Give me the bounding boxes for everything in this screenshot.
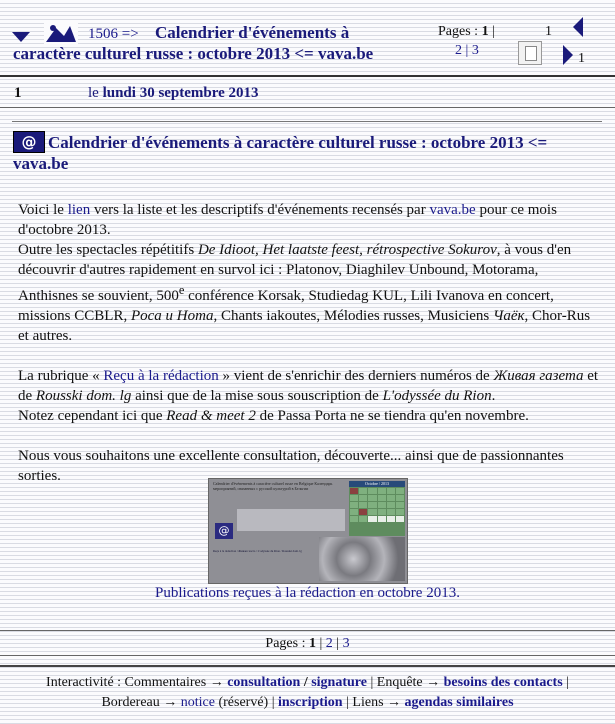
- text: Interactivité : Commentaires →: [46, 675, 228, 690]
- paragraph-intro: [18, 200, 600, 240]
- nav-next-number: 1: [578, 51, 585, 66]
- list-link[interactable]: lien: [67, 202, 91, 218]
- text: pour ce mois d'octobre 2013.: [18, 202, 557, 238]
- italic-text: Чаёк: [493, 308, 525, 324]
- text: et de: [18, 368, 599, 404]
- footer-divider-thick: [0, 665, 615, 667]
- italic-text: De Idioot, Het laatste feest, rétrospective Sokurov: [197, 242, 497, 258]
- italic-text: Rousski dom. lg: [35, 388, 132, 404]
- entry-row: [0, 77, 615, 107]
- italic-text: Живая газета: [493, 368, 584, 384]
- italic-text: Read & meet 2: [166, 408, 256, 424]
- thumbnail-calendar-header: Octobre / 2013: [349, 481, 405, 487]
- pages-bottom-3-link[interactable]: 3: [342, 636, 350, 651]
- entry-date: [88, 85, 259, 102]
- text: Notez cependant ici que: [18, 408, 167, 424]
- thumbnail-at-icon: @: [215, 523, 233, 539]
- nav-prev-number: 1: [545, 24, 552, 39]
- thumbnail-calendar-grid: [349, 487, 405, 523]
- besoins-contacts-link[interactable]: besoins des contacts: [443, 675, 563, 690]
- article-body: [18, 200, 600, 486]
- pages-current: 1: [481, 24, 489, 39]
- page-title[interactable]: Calendrier d'événements à caractère culturel russe : octobre 2013 <= vava.be: [13, 23, 374, 63]
- thumbnail-lines: Reçu à la rédaction / Живая газета / L'odyssée du Rion / Rousski dom. lg: [213, 549, 302, 553]
- text: , à vous d'en découvrir d'autres rapidement en survol ici : Platonov, Diaghilev Unbound, Motorama, Anthisnes se souvient, 500: [18, 242, 572, 304]
- entry-date-value: lundi 30 septembre 2013: [102, 85, 259, 101]
- thumbnail-heading: Calendrier d'événements à caractère culturel russe en Belgique Календарь мероприятий, связанных с русской культурой в Бельгии: [213, 481, 333, 491]
- page-3-link[interactable]: 3: [471, 43, 479, 58]
- pages-bottom-sep-2: |: [336, 636, 340, 651]
- footer: [0, 673, 615, 713]
- footer-line-2: [0, 693, 615, 713]
- pages-links: [455, 43, 479, 59]
- agendas-similaires-link[interactable]: agendas similaires: [404, 695, 514, 710]
- text: Outre les spectacles répétitifs: [18, 242, 198, 258]
- italic-text: Poca u Homa: [130, 308, 214, 324]
- footer-divider: [0, 655, 615, 656]
- text: Voici le: [18, 202, 68, 218]
- article-divider: [12, 121, 602, 122]
- article-title[interactable]: Calendrier d'événements à caractère culturel russe : octobre 2013 <= vava.be: [13, 133, 548, 173]
- pages-bottom-current: 1: [308, 636, 316, 651]
- thumbnail-calendar: [349, 481, 405, 536]
- text: » vient de s'enrichir des derniers numéros de: [218, 368, 494, 384]
- pages-indicator: [438, 24, 495, 40]
- entry-number-link[interactable]: 1506 =>: [88, 26, 139, 42]
- text: Bordereau →: [101, 695, 181, 710]
- pages-label: Pages :: [438, 24, 479, 39]
- text: La rubrique «: [18, 368, 104, 384]
- text: , Chants iakoutes, Mélodies russes, Musiciens: [213, 308, 494, 324]
- redaction-link[interactable]: Reçu à la rédaction: [103, 368, 219, 384]
- text: (réservé) |: [214, 695, 279, 710]
- thumbnail-panel: [237, 509, 345, 531]
- pages-sep: |: [492, 24, 495, 39]
- paragraph-closing: Nous vous souhaitons une excellente consultation, découverte... ainsi que de passionnantes sorties.: [18, 448, 564, 484]
- next-arrow-icon[interactable]: [563, 45, 573, 65]
- consultation-link[interactable]: consultation: [227, 675, 301, 690]
- notice-link[interactable]: notice: [180, 695, 215, 710]
- text: , Chor-Rus et autres.: [18, 308, 591, 344]
- paragraph-redaction: [18, 366, 600, 406]
- footer-line-1: [0, 673, 615, 693]
- at-sign-icon[interactable]: @: [13, 131, 45, 153]
- inscription-link[interactable]: inscription: [278, 695, 343, 710]
- pages-bottom-sep: |: [319, 636, 323, 651]
- previous-arrow-icon[interactable]: [573, 17, 583, 37]
- italic-text: L'odyssée du Rion: [382, 388, 492, 404]
- text: vers la liste et les descriptifs d'événements recensés par: [90, 202, 430, 218]
- paragraph-events: [18, 240, 600, 346]
- header: [0, 0, 615, 75]
- paragraph-note: [18, 406, 600, 426]
- vava-link[interactable]: vava.be: [429, 202, 476, 218]
- pages-bottom-label: Pages :: [265, 636, 306, 651]
- text: /: [300, 675, 312, 690]
- signature-link[interactable]: signature: [311, 675, 367, 690]
- bottom-divider: [0, 630, 615, 631]
- pages-bottom-2-link[interactable]: 2: [325, 636, 333, 651]
- text: de Passa Porta ne se tiendra qu'en novembre.: [255, 408, 529, 424]
- text: .: [491, 388, 496, 404]
- superscript: e: [178, 283, 185, 297]
- text: ainsi que de la mise sous souscription de: [131, 388, 383, 404]
- page-title-block[interactable]: [13, 22, 413, 64]
- pages-sep-2: |: [465, 43, 469, 58]
- pages-bottom: [0, 636, 615, 652]
- thumbnail-caption-link[interactable]: Publications reçues à la rédaction en octobre 2013.: [155, 585, 460, 601]
- page-2-link[interactable]: 2: [455, 43, 462, 58]
- entry-index: 1: [14, 85, 22, 101]
- entry-divider: [0, 107, 615, 108]
- text: conférence Korsak, Studiedag KUL, Lili Ivanova en concert, missions CCBLR,: [18, 288, 554, 324]
- document-icon[interactable]: [518, 41, 542, 65]
- text: | Enquête →: [366, 675, 444, 690]
- text: |: [562, 675, 569, 690]
- publications-thumbnail[interactable]: [208, 478, 408, 584]
- entry-date-prefix: le: [88, 85, 99, 101]
- text: | Liens →: [342, 695, 405, 710]
- thumbnail-decoration: [319, 537, 405, 581]
